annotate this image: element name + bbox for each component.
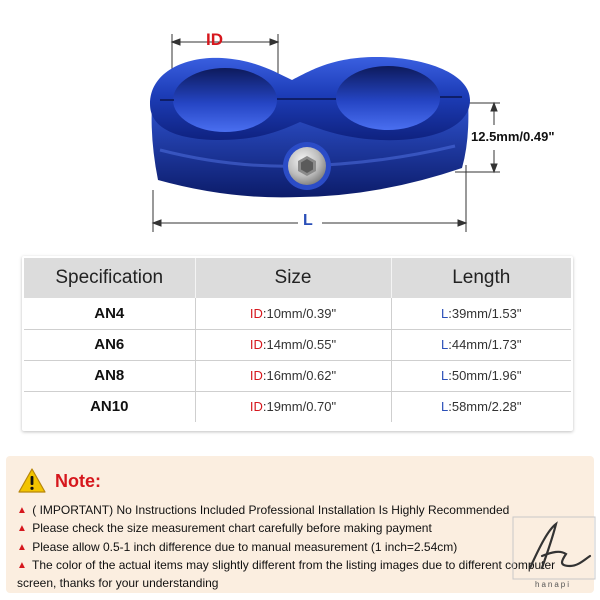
note-text: ( IMPORTANT) No Instructions Included Professional Installation Is Highly Recommended: [32, 503, 510, 517]
length-value: :58mm/2.28": [448, 399, 522, 415]
note-text: Please allow 0.5-1 inch difference due to manual measurement (1 inch=2.54cm): [32, 539, 458, 554]
table-row: [24, 329, 571, 360]
length-label: L: [303, 212, 313, 229]
height-label: 12.5mm/0.49": [471, 129, 555, 144]
note-continuation: screen, thanks for your understanding: [17, 576, 219, 591]
header-length: Length: [391, 258, 571, 298]
triangle-bullet-icon: ▲: [17, 541, 27, 553]
note-item: [17, 557, 587, 575]
spec-cell: AN8: [24, 360, 195, 391]
id-prefix: ID: [249, 399, 263, 415]
header-specification: Specification: [24, 258, 195, 298]
spec-cell: AN10: [24, 391, 195, 422]
table-header-row: [24, 258, 571, 298]
triangle-bullet-icon: ▲: [17, 505, 27, 516]
header-size: Size: [195, 258, 391, 298]
note-item: [17, 539, 587, 557]
watermark-text: hanapi: [535, 580, 572, 589]
size-value: :10mm/0.39": [262, 305, 337, 321]
l-prefix: L: [441, 368, 449, 383]
size-value: :19mm/0.70": [262, 399, 337, 415]
warning-icon: [18, 468, 46, 494]
note-header: [18, 468, 101, 494]
length-cell: [391, 391, 571, 422]
length-value: :39mm/1.53": [448, 305, 522, 321]
table-row: [24, 360, 571, 391]
note-list: [17, 502, 587, 592]
length-value: :44mm/1.73": [448, 337, 522, 352]
id-prefix: ID: [249, 368, 263, 383]
table-row: [24, 298, 571, 329]
table-row: [24, 391, 571, 422]
note-item: [17, 502, 587, 520]
note-item: [17, 520, 587, 538]
note-text: The color of the actual items may slightly different from the listing images due to different computer: [32, 557, 556, 572]
l-prefix: L: [441, 305, 449, 321]
size-cell: [195, 391, 391, 422]
triangle-bullet-icon: ▲: [17, 523, 27, 535]
id-prefix: ID: [249, 305, 263, 321]
spec-table: [24, 258, 571, 422]
hose-separator-drawing: [0, 0, 600, 245]
spec-cell: AN4: [24, 298, 195, 329]
l-prefix: L: [441, 399, 449, 415]
product-illustration: [0, 0, 600, 245]
length-value: :50mm/1.96": [448, 368, 522, 383]
length-cell: [391, 298, 571, 329]
size-cell: [195, 298, 391, 329]
spec-cell: AN6: [24, 329, 195, 360]
note-title: Note:: [55, 470, 101, 491]
left-hole: [173, 68, 277, 132]
hex-bolt: [283, 142, 331, 190]
triangle-bullet-icon: ▲: [17, 559, 27, 571]
size-value: :16mm/0.62": [262, 368, 337, 383]
note-text: Please check the size measurement chart carefully before making payment: [32, 521, 432, 536]
right-hole: [336, 66, 440, 130]
length-cell: [391, 329, 571, 360]
size-value: :14mm/0.55": [262, 337, 337, 352]
size-cell: [195, 360, 391, 391]
l-prefix: L: [441, 337, 449, 352]
id-label: ID: [206, 30, 223, 49]
id-prefix: ID: [249, 337, 263, 352]
size-cell: [195, 329, 391, 360]
length-cell: [391, 360, 571, 391]
note-box: [6, 456, 594, 593]
